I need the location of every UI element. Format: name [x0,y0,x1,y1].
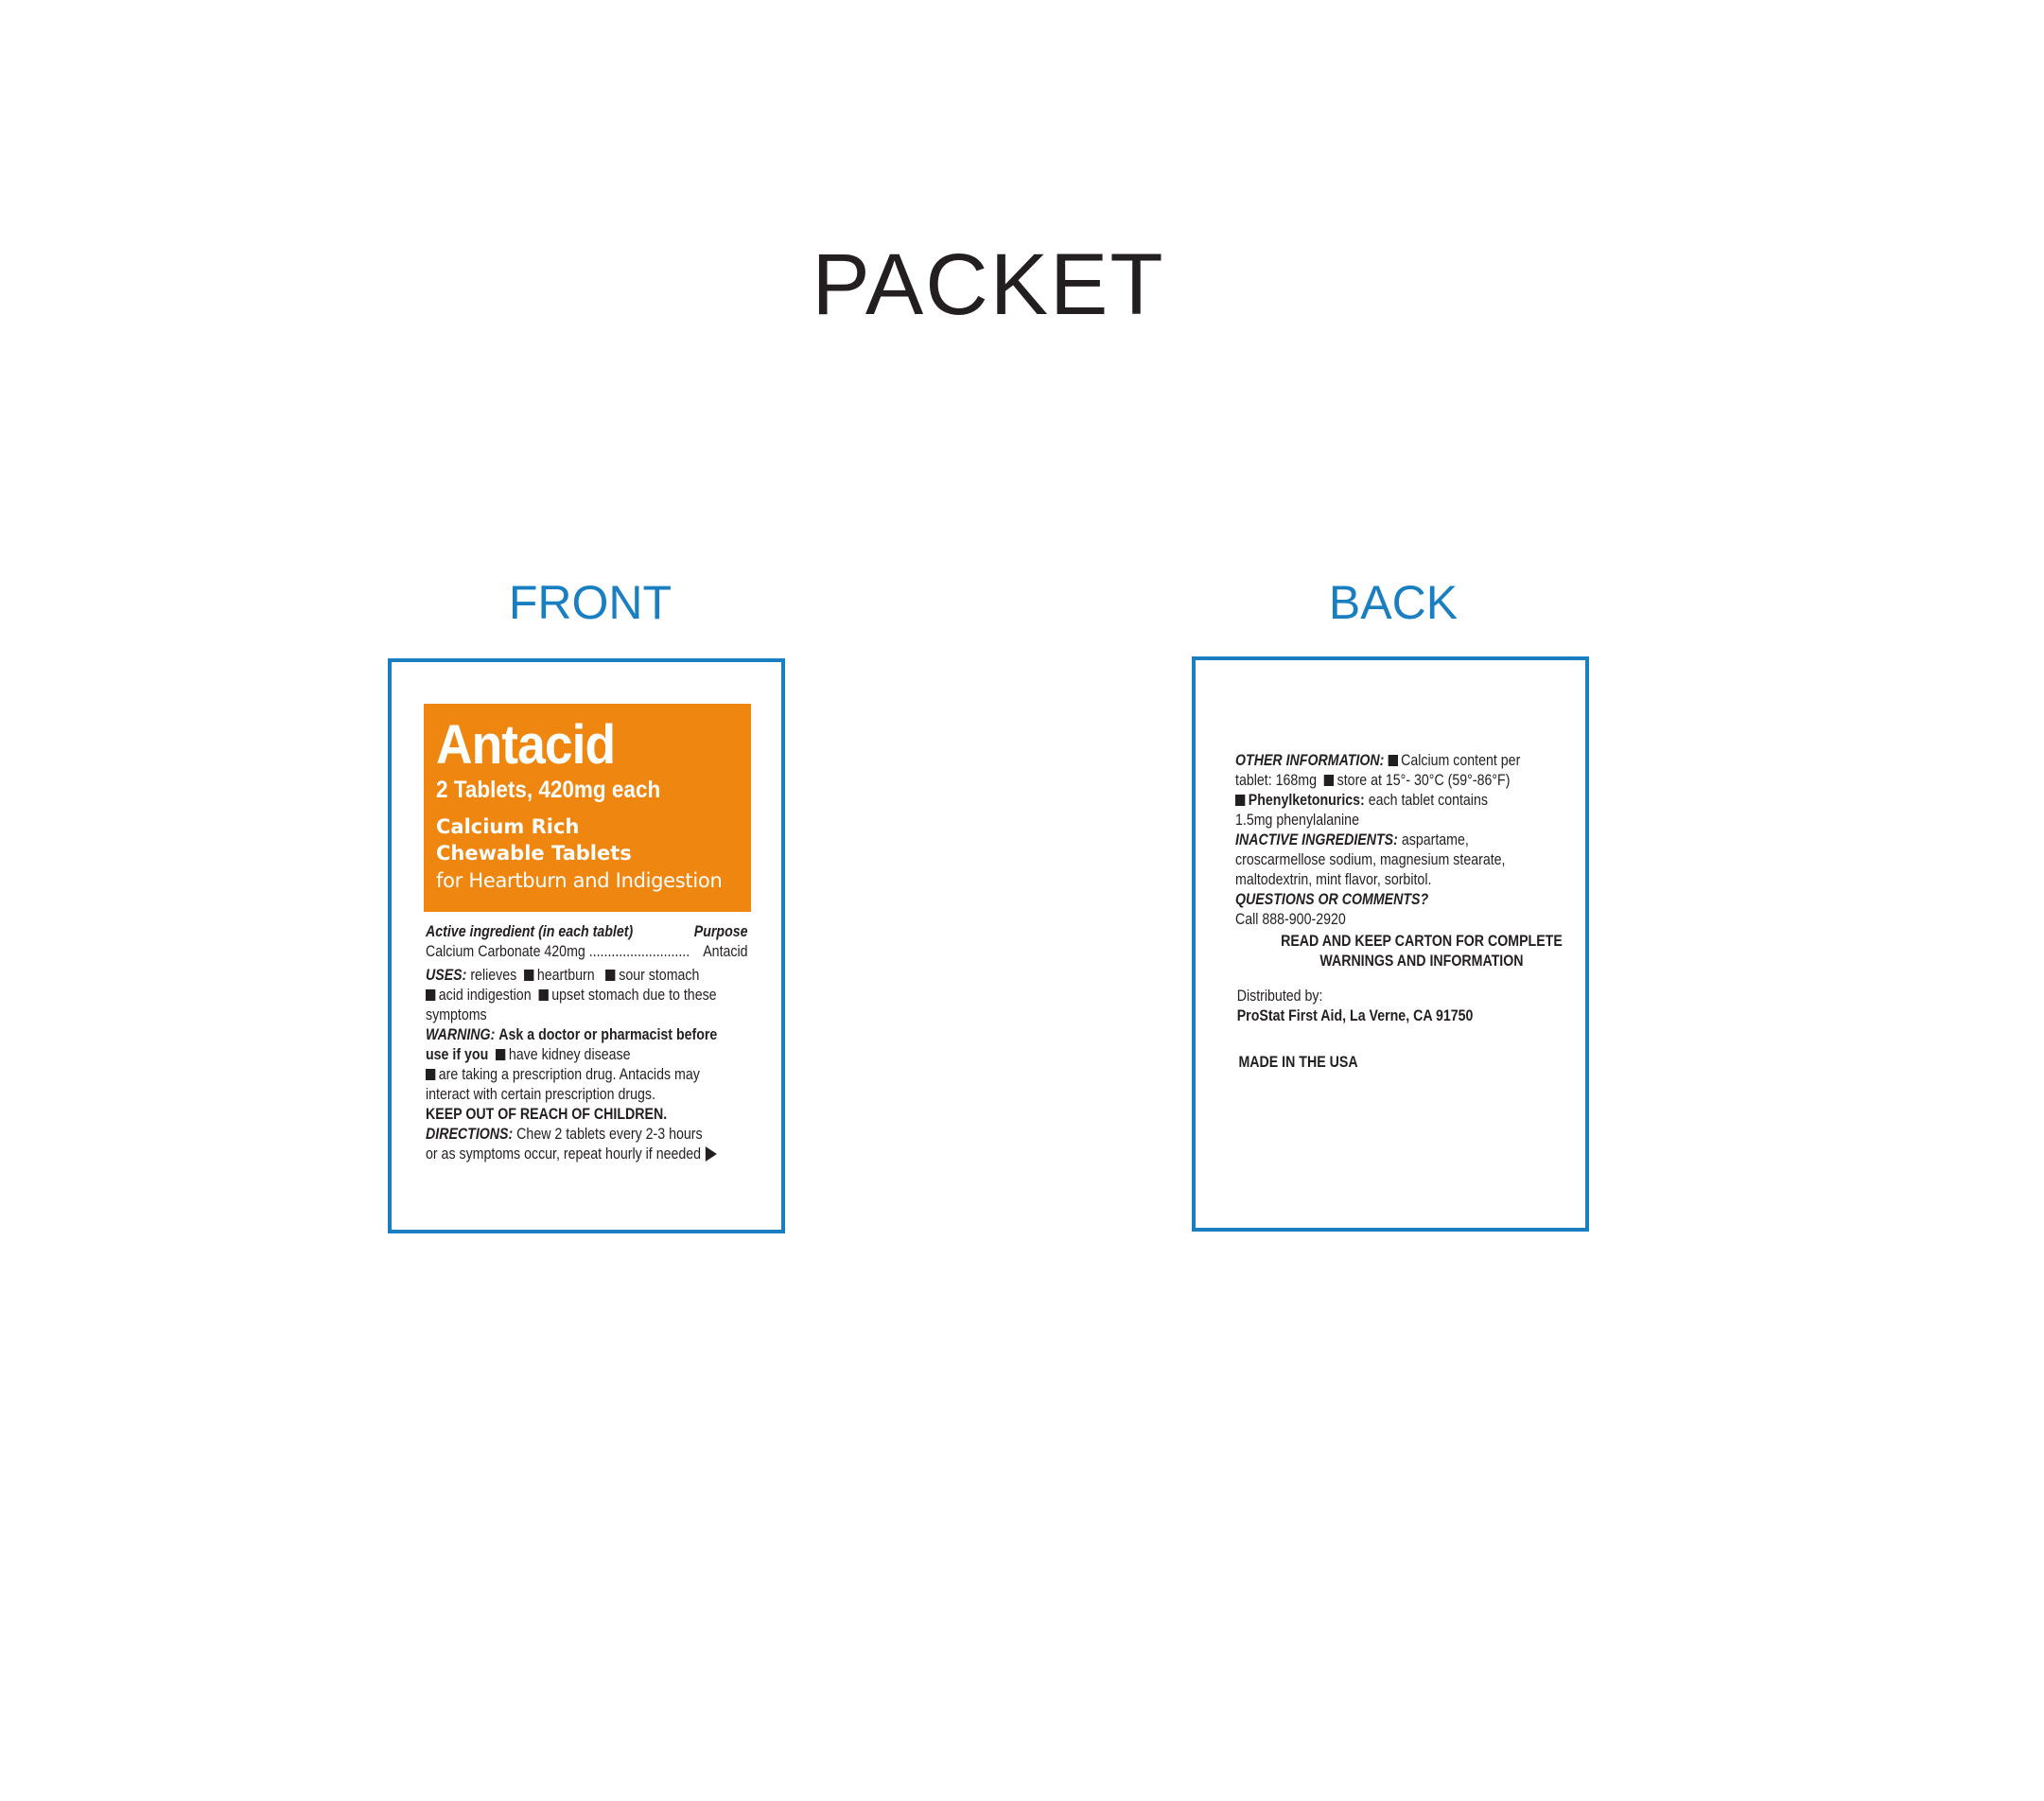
pku-text: each tablet contains [1368,792,1488,809]
uses-item: heartburn [536,967,595,984]
uses-line-2 [426,986,748,1005]
distributor-text: ProStat First Aid, La Verne, CA 91750 [1236,1007,1474,1024]
product-line-3: for Heartburn and Indigestion [436,869,723,892]
warning-item: are taking a prescription drug. Antacids may [438,1066,700,1083]
distributed-label: Distributed by: [1236,988,1323,1005]
inactive-label: INACTIVE INGREDIENTS: [1235,831,1398,848]
drug-facts-front [426,922,748,1164]
back-label-panel [1192,656,1589,1232]
product-banner [424,704,751,912]
purpose-header: Purpose [693,923,748,940]
read-keep-text-2: WARNINGS AND INFORMATION [1319,953,1524,970]
read-keep-line-2 [1235,952,1608,971]
bullet-icon [1388,755,1397,766]
product-line-2: Chewable Tablets [436,842,632,865]
bullet-icon [426,1069,435,1080]
product-dose: 2 Tablets, 420mg each [436,777,661,803]
ingredient-row [426,942,748,962]
bullet-icon [1324,775,1334,786]
directions-text: Chew 2 tablets every 2-3 hours [516,1126,703,1143]
drug-facts-back [1235,751,1563,1073]
other-info-line-1 [1235,751,1552,771]
uses-section [426,966,748,986]
warning-tail: interact with certain prescription drugs. [426,1086,655,1103]
read-keep-text-1: READ AND KEEP CARTON FOR COMPLETE [1281,933,1563,950]
uses-item: acid indigestion [438,987,532,1004]
warning-text-2: use if you [426,1046,489,1063]
storage-info: store at 15°- 30°C (59°-86°F) [1336,772,1511,789]
inactive-text-3: maltodextrin, mint flavor, sorbitol. [1235,871,1432,888]
bullet-icon [426,989,435,1001]
read-keep-line-1 [1235,932,1608,952]
call-text: Call 888-900-2920 [1235,911,1346,928]
inactive-text: aspartame, [1401,831,1469,848]
purpose: Antacid [703,943,748,960]
warning-line-3 [426,1065,748,1085]
keep-out-text: KEEP OUT OF REACH OF CHILDREN. [426,1106,668,1123]
bullet-icon [605,970,615,981]
made-in-usa [1238,1053,1552,1073]
warning-text: Ask a doctor or pharmacist before [498,1026,718,1043]
bullet-icon [496,1049,505,1060]
questions-label [1235,890,1552,910]
pku-text-2: 1.5mg phenylalanine [1235,812,1359,829]
inactive-line-1 [1235,831,1552,850]
pku-line [1235,791,1552,811]
active-ingredient-header: Active ingredient (in each tablet) [426,923,634,940]
front-label-panel [388,658,785,1233]
other-info-item: Calcium content per [1401,752,1521,769]
directions-line-1 [426,1125,748,1145]
pku-label: Phenylketonurics: [1248,792,1365,809]
arrow-right-icon [706,1146,717,1162]
directions-line-2 [426,1145,748,1164]
uses-item: upset stomach due to these [551,987,717,1004]
ingredient: Calcium Carbonate 420mg ........................... [426,943,690,960]
other-info-item: tablet: 168mg [1235,772,1317,789]
back-panel-title: BACK [1328,576,1459,629]
distributor [1237,1006,1553,1026]
warning-label: WARNING: [426,1026,496,1043]
page-title: PACKET [812,236,1165,333]
uses-label: USES: [426,967,467,984]
directions-label: DIRECTIONS: [426,1126,514,1143]
bullet-icon [524,970,533,981]
active-ingredient-header-row [426,922,748,942]
uses-tail: symptoms [426,1006,487,1023]
front-panel-title: FRONT [508,576,673,629]
keep-out-warning [426,1105,748,1125]
questions-text: QUESTIONS OR COMMENTS? [1235,891,1429,908]
other-info-line-2 [1235,771,1552,791]
product-line-1: Calcium Rich [436,815,580,838]
uses-item: sour stomach [619,967,700,984]
other-info-label: OTHER INFORMATION: [1235,752,1385,769]
warning-line-2 [426,1045,748,1065]
bullet-icon [538,989,548,1001]
made-in-text: MADE IN THE USA [1238,1054,1358,1071]
inactive-text-2: croscarmellose sodium, magnesium stearate, [1235,851,1506,868]
warning-item: have kidney disease [508,1046,631,1063]
product-name: Antacid [436,714,616,776]
bullet-icon [1235,795,1245,806]
uses-intro: relieves [470,967,517,984]
directions-text-2: or as symptoms occur, repeat hourly if needed [426,1145,702,1163]
warning-line-1 [426,1025,748,1045]
